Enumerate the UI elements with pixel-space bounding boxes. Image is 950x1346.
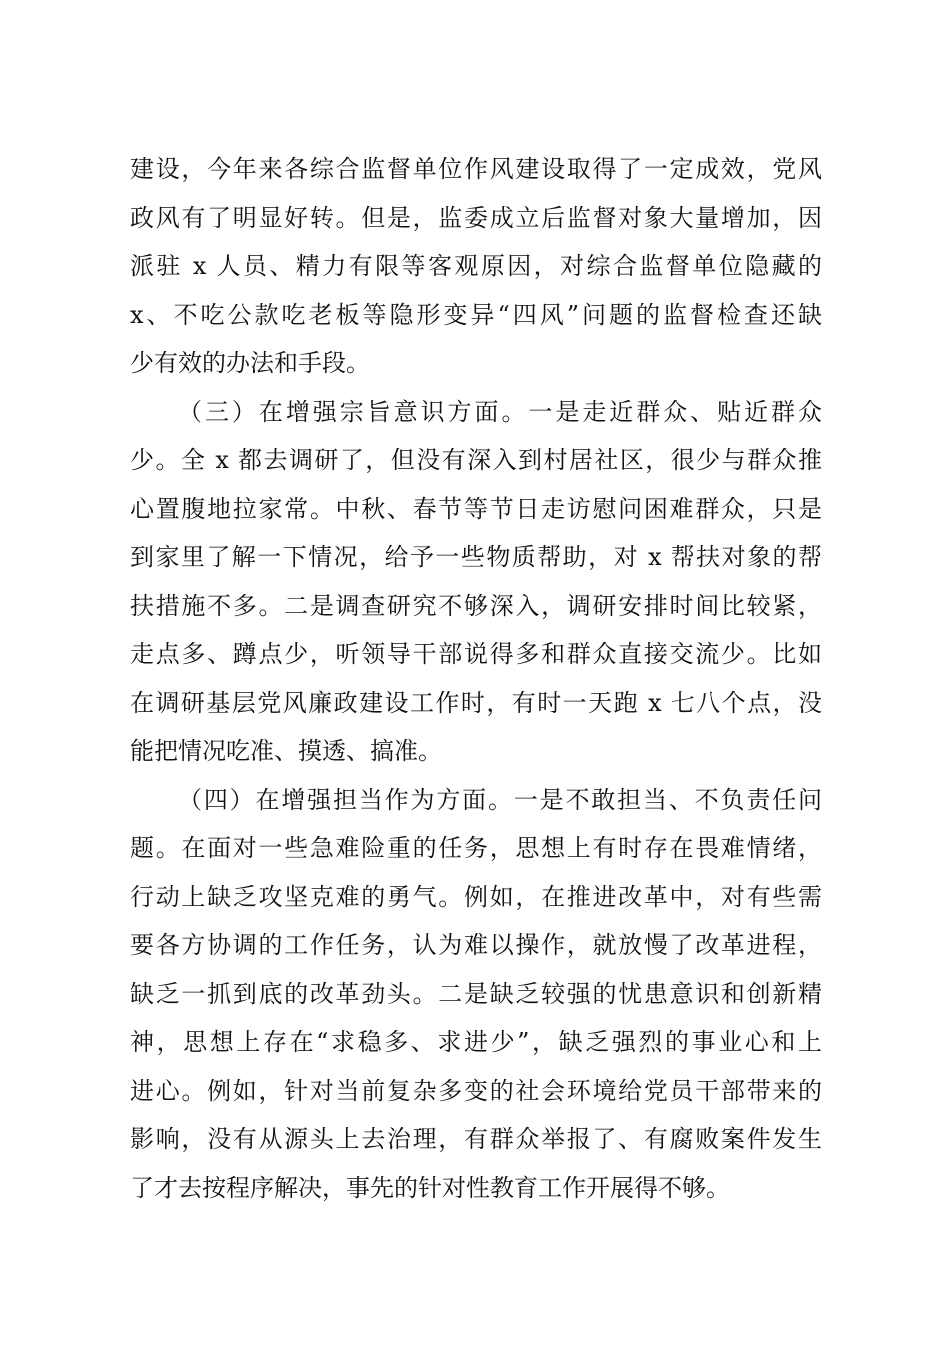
text-line: 缺乏一抓到底的改革劲头。二是缺乏较强的忧患意识和创新精 [130,979,822,1008]
paragraph-continuation [130,145,822,388]
section-heading-line: （三）在增强宗旨意识方面。一是走近群众、贴近群众 [178,397,822,426]
text-line: 影响，没有从源头上去治理，有群众举报了、有腐败案件发生 [130,1125,822,1153]
text-line: 题。在面对一些急难险重的任务，思想上有时存在畏难情绪， [130,834,822,862]
text-line: 行动上缺乏攻坚克难的勇气。例如，在推进改革中，对有些需 [130,882,822,911]
text-line: 派驻 x 人员、精力有限等客观原因，对综合监督单位隐藏的 [130,252,822,280]
text-line: 走点多、蹲点少，听领导干部说得多和群众直接交流少。比如 [130,640,822,668]
text-line: 心置腹地拉家常。中秋、春节等节日走访慰问困难群众，只是 [130,494,822,523]
text-line: 神，思想上存在“求稳多、求进少”，缺乏强烈的事业心和上 [130,1028,822,1056]
text-line: 要各方协调的工作任务，认为难以操作，就放慢了改革进程， [130,931,822,959]
text-line: 到家里了解一下情况，给予一些物质帮助，对 x 帮扶对象的帮 [130,543,822,571]
text-line: 了才去按程序解决，事先的针对性教育工作开展得不够。 [130,1173,730,1202]
paragraph-section-four [130,776,822,1213]
text-line: 少。全 x 都去调研了，但没有深入到村居社区，很少与群众推 [130,446,822,474]
text-line: 能把情况吃准、摸透、搞准。 [130,737,442,765]
text-line: x、不吃公款吃老板等隐形变异“四风”问题的监督检查还缺 [130,300,822,329]
paragraph-section-three [130,388,822,776]
text-line: 政风有了明显好转。但是，监委成立后监督对象大量增加，因 [130,203,822,232]
text-line: 进心。例如，针对当前复杂多变的社会环境给党员干部带来的 [130,1076,822,1105]
document-body [130,145,822,1212]
section-heading-line: （四）在增强担当作为方面。一是不敢担当、不负责任问 [178,785,822,814]
text-line: 建设，今年来各综合监督单位作风建设取得了一定成效，党风 [130,155,822,183]
text-line: 扶措施不多。二是调查研究不够深入，调研安排时间比较紧， [130,591,822,620]
text-line: 少有效的办法和手段。 [130,349,370,377]
text-line: 在调研基层党风廉政建设工作时，有时一天跑 x 七八个点，没 [130,688,822,717]
